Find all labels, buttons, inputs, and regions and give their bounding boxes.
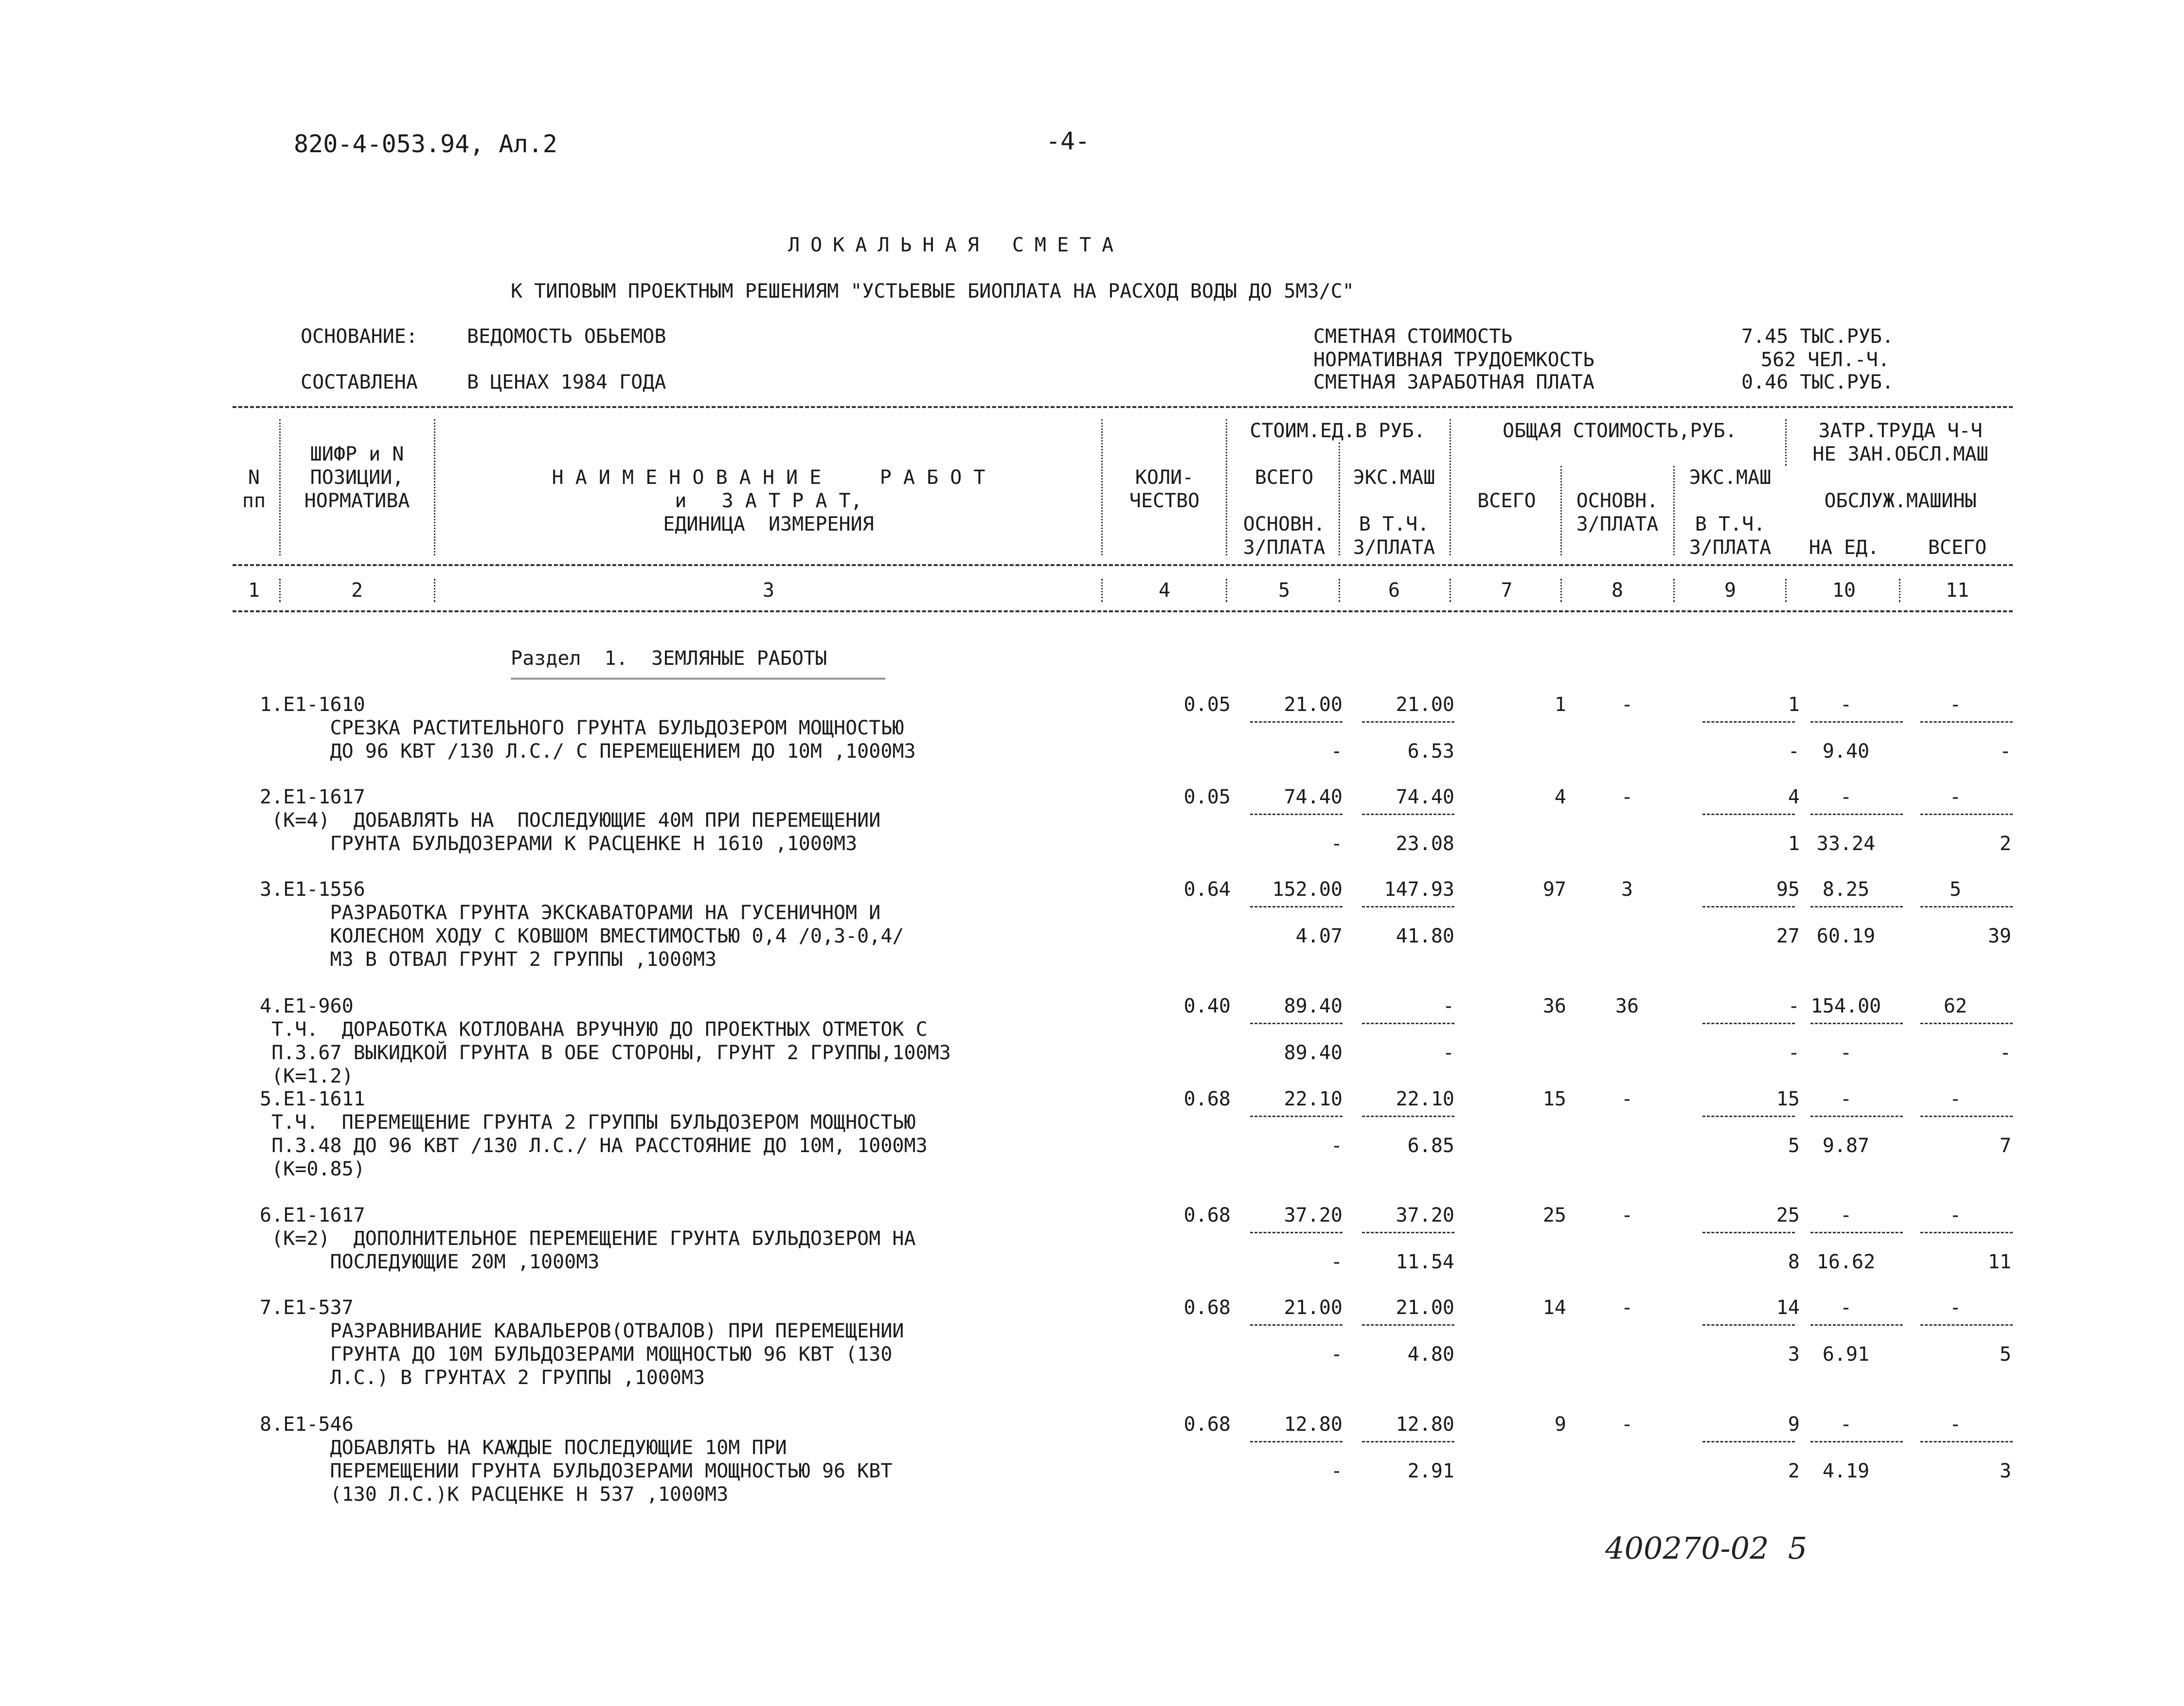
unit-divider xyxy=(1250,814,1343,815)
row-total-base: - xyxy=(1621,786,1633,808)
unit-divider xyxy=(1362,1116,1454,1117)
total-divider xyxy=(1702,1441,1795,1442)
row-total-machine-pay: 1 xyxy=(1788,833,1800,855)
compiled-value: В ЦЕНАХ 1984 ГОДА xyxy=(467,371,666,393)
row-labor-unit: - xyxy=(1840,1413,1852,1436)
row-labor-unit: - xyxy=(1840,693,1852,716)
unit-divider xyxy=(1362,814,1454,815)
header-total-base: ОСНОВН. xyxy=(1576,490,1659,512)
header-col2: ПОЗИЦИИ, xyxy=(310,466,404,489)
row-total: 36 xyxy=(1542,995,1566,1017)
row-labor-total: - xyxy=(1949,1297,1962,1319)
labor-divider xyxy=(1810,1023,1903,1024)
row-description-line: М3 В ОТВАЛ ГРУНТ 2 ГРУППЫ ,1000М3 xyxy=(260,948,717,971)
unit-divider xyxy=(1362,1324,1454,1326)
unit-divider xyxy=(1362,1232,1454,1233)
header-unit-pay: З/ПЛАТА xyxy=(1243,536,1325,559)
row-labor-service-total: - xyxy=(1999,740,2011,763)
header-divider xyxy=(279,419,281,555)
total-divider xyxy=(1702,814,1795,815)
row-quantity: 0.68 xyxy=(1183,1413,1231,1436)
labor-divider xyxy=(1810,1232,1903,1233)
row-labor-unit: 154.00 xyxy=(1810,995,1881,1017)
header-total-mach: ЭКС.МАШ xyxy=(1689,466,1772,489)
labor-divider xyxy=(1920,1324,2013,1326)
row-labor-total: 62 xyxy=(1943,995,1968,1017)
page-number: -4- xyxy=(1046,127,1090,155)
header-divider xyxy=(279,579,281,602)
row-total-machine-pay: 8 xyxy=(1788,1251,1800,1273)
row-labor-total: 5 xyxy=(1949,878,1962,901)
header-unit-cost: СТОИМ.ЕД.В РУБ. xyxy=(1250,420,1426,442)
total-divider xyxy=(1702,1232,1795,1233)
header-divider xyxy=(1673,579,1675,602)
header-divider xyxy=(1226,579,1227,602)
row-quantity: 0.05 xyxy=(1183,786,1231,808)
header-total-pay: З/ПЛАТА xyxy=(1576,513,1659,535)
row-description-line: КОЛЕСНОМ ХОДУ С КОВШОМ ВМЕСТИМОСТЬЮ 0,4 /0,3-0,4/ xyxy=(260,925,904,947)
header-unit-total: ВСЕГО xyxy=(1254,466,1314,489)
row-unit-machine-pay: 4.80 xyxy=(1407,1343,1454,1366)
row-code: 1.Е1-1610 xyxy=(260,693,365,716)
row-description-line: (К=4) ДОБАВЛЯТЬ НА ПОСЛЕДУЮЩИЕ 40М ПРИ ПЕРЕМЕЩЕНИИ xyxy=(260,809,881,832)
header-col1: N xyxy=(248,466,260,489)
header-col3: и З А Т Р А Т, xyxy=(675,490,862,512)
row-labor-unit: - xyxy=(1840,786,1852,808)
header-labor-total: ВСЕГО xyxy=(1928,536,1987,559)
row-quantity: 0.68 xyxy=(1183,1297,1231,1319)
row-total-machine: - xyxy=(1788,995,1800,1017)
row-total-base: - xyxy=(1621,1413,1633,1436)
row-unit-machine-pay: 23.08 xyxy=(1396,833,1454,855)
row-total-machine: 14 xyxy=(1776,1297,1800,1319)
col-number: 2 xyxy=(351,579,363,602)
header-col3: ЕДИНИЦА ИЗМЕРЕНИЯ xyxy=(663,513,874,535)
row-unit-machine-pay: 11.54 xyxy=(1396,1251,1454,1273)
row-labor-service-unit: 60.19 xyxy=(1816,925,1876,947)
row-description-line: РАЗРАБОТКА ГРУНТА ЭКСКАВАТОРАМИ НА ГУСЕНИЧНОМ И xyxy=(260,902,881,924)
row-unit-base-pay: 89.40 xyxy=(1284,1042,1343,1064)
row-total: 97 xyxy=(1542,878,1566,901)
row-description-line: Т.Ч. ПЕРЕМЕЩЕНИЕ ГРУНТА 2 ГРУППЫ БУЛЬДОЗЕРОМ МОЩНОСТЬЮ xyxy=(260,1111,916,1134)
row-quantity: 0.40 xyxy=(1183,995,1231,1017)
header-unit-mach: ЭКС.МАШ xyxy=(1353,466,1435,489)
row-labor-total: - xyxy=(1949,1088,1962,1110)
row-unit-total: 22.10 xyxy=(1284,1088,1343,1110)
row-description-line: Т.Ч. ДОРАБОТКА КОТЛОВАНА ВРУЧНУЮ ДО ПРОЕКТНЫХ ОТМЕТОК С xyxy=(260,1018,928,1041)
row-unit-machine: - xyxy=(1442,995,1454,1017)
header-number-rule xyxy=(233,610,2013,612)
total-divider xyxy=(1702,1116,1795,1117)
total-divider xyxy=(1702,721,1795,723)
row-unit-total: 21.00 xyxy=(1284,693,1343,716)
labor-divider xyxy=(1810,1441,1903,1442)
row-total-base: 36 xyxy=(1615,995,1639,1017)
header-divider xyxy=(1339,579,1340,602)
summary-label-wage: СМЕТНАЯ ЗАРАБОТНАЯ ПЛАТА xyxy=(1313,371,1594,393)
document-code: 820-4-053.94, Ал.2 xyxy=(294,130,557,158)
header-divider xyxy=(434,579,435,602)
row-unit-base-pay: - xyxy=(1330,1135,1343,1157)
labor-divider xyxy=(1920,1441,2013,1442)
row-code: 3.Е1-1556 xyxy=(260,878,365,901)
header-divider xyxy=(1560,466,1562,555)
labor-divider xyxy=(1810,1116,1903,1117)
header-divider xyxy=(1785,579,1787,602)
section-underline xyxy=(511,678,885,682)
col-number: 7 xyxy=(1501,579,1513,602)
row-unit-total: 74.40 xyxy=(1284,786,1343,808)
header-divider xyxy=(1101,419,1103,555)
labor-divider xyxy=(1810,906,1903,907)
row-total-machine-pay: - xyxy=(1788,740,1800,763)
unit-divider xyxy=(1250,721,1343,723)
row-total-machine-pay: 3 xyxy=(1788,1343,1800,1366)
row-code: 5.Е1-1611 xyxy=(260,1088,365,1110)
row-labor-service-unit: 9.40 xyxy=(1822,740,1870,763)
header-divider xyxy=(1560,579,1562,602)
row-unit-machine: 12.80 xyxy=(1396,1413,1454,1436)
row-labor-total: - xyxy=(1949,786,1962,808)
row-labor-service-unit: 6.91 xyxy=(1822,1343,1870,1366)
row-unit-machine-pay: 6.85 xyxy=(1407,1135,1454,1157)
row-description-line: Л.С.) В ГРУНТАХ 2 ГРУППЫ ,1000М3 xyxy=(260,1367,705,1389)
row-description-line: ПЕРЕМЕЩЕНИИ ГРУНТА БУЛЬДОЗЕРАМИ МОЩНОСТЬЮ 96 КВТ xyxy=(260,1460,893,1482)
header-divider xyxy=(1339,443,1340,555)
row-unit-machine: 21.00 xyxy=(1396,1297,1454,1319)
unit-divider xyxy=(1362,721,1454,723)
summary-label-cost: СМЕТНАЯ СТОИМОСТЬ xyxy=(1313,325,1513,348)
row-code: 8.Е1-546 xyxy=(260,1413,354,1436)
row-labor-service-unit: - xyxy=(1840,1042,1852,1064)
row-labor-unit: - xyxy=(1840,1204,1852,1226)
row-total-machine-pay: 27 xyxy=(1776,925,1800,947)
labor-divider xyxy=(1920,1023,2013,1024)
header-labor-service: ОБСЛУЖ.МАШИНЫ xyxy=(1824,490,1977,512)
header-total-all: ВСЕГО xyxy=(1477,490,1536,512)
row-total-machine-pay: - xyxy=(1788,1042,1800,1064)
header-unit-base: ОСНОВН. xyxy=(1243,513,1325,535)
summary-label-labor: НОРМАТИВНАЯ ТРУДОЕМКОСТЬ xyxy=(1313,349,1594,371)
row-total-base: - xyxy=(1621,693,1633,716)
header-divider xyxy=(1450,579,1451,602)
total-divider xyxy=(1702,906,1795,907)
row-code: 7.Е1-537 xyxy=(260,1297,354,1319)
header-divider xyxy=(1101,579,1103,602)
unit-divider xyxy=(1362,1441,1454,1442)
col-number: 9 xyxy=(1724,579,1736,602)
total-divider xyxy=(1702,1324,1795,1326)
row-description-line: РАЗРАВНИВАНИЕ КАВАЛЬЕРОВ(ОТВАЛОВ) ПРИ ПЕРЕМЕЩЕНИИ xyxy=(260,1320,904,1342)
header-labor-sub: НЕ ЗАН.ОБСЛ.МАШ xyxy=(1812,443,1988,465)
header-col4: ЧЕСТВО xyxy=(1129,490,1200,512)
row-total-base: - xyxy=(1621,1297,1633,1319)
header-total-cost: ОБЩАЯ СТОИМОСТЬ,РУБ. xyxy=(1503,420,1737,442)
row-total-machine: 25 xyxy=(1776,1204,1800,1226)
row-quantity: 0.68 xyxy=(1183,1088,1231,1110)
row-labor-service-total: 3 xyxy=(1999,1460,2011,1482)
header-col3: Н А И М Е Н О В А Н И Е Р А Б О Т xyxy=(552,466,985,489)
row-unit-base-pay: 4.07 xyxy=(1295,925,1343,947)
row-total-machine: 15 xyxy=(1776,1088,1800,1110)
row-quantity: 0.68 xyxy=(1183,1204,1231,1226)
row-unit-machine: 22.10 xyxy=(1396,1088,1454,1110)
document-title: ЛОКАЛЬНАЯ СМЕТА xyxy=(788,234,1125,256)
row-labor-service-total: 5 xyxy=(1999,1343,2011,1366)
row-labor-service-total: 7 xyxy=(1999,1135,2011,1157)
labor-divider xyxy=(1920,1116,2013,1117)
row-labor-unit: - xyxy=(1840,1297,1852,1319)
row-description-line: П.3.67 ВЫКИДКОЙ ГРУНТА В ОБЕ СТОРОНЫ, ГРУНТ 2 ГРУППЫ,100М3 xyxy=(260,1042,951,1064)
row-description-line: ДО 96 КВТ /130 Л.С./ С ПЕРЕМЕЩЕНИЕМ ДО 10М ,1000М3 xyxy=(260,740,916,763)
row-unit-total: 37.20 xyxy=(1284,1204,1343,1226)
row-labor-service-unit: 16.62 xyxy=(1816,1251,1876,1273)
labor-divider xyxy=(1920,906,2013,907)
row-unit-machine: 21.00 xyxy=(1396,693,1454,716)
unit-divider xyxy=(1250,1441,1343,1442)
compiled-label: СОСТАВЛЕНА xyxy=(301,371,418,393)
row-labor-unit: - xyxy=(1840,1088,1852,1110)
header-top-rule xyxy=(233,406,2013,408)
row-description-line: ГРУНТА ДО 10М БУЛЬДОЗЕРАМИ МОЩНОСТЬЮ 96 КВТ (130 xyxy=(260,1343,893,1366)
row-unit-machine-pay: 41.80 xyxy=(1396,925,1454,947)
labor-divider xyxy=(1920,721,2013,723)
row-description-line: (К=0.85) xyxy=(260,1158,365,1180)
handwritten-stamp: 400270-02 5 xyxy=(1605,1530,1808,1566)
basis-label: ОСНОВАНИЕ: xyxy=(301,325,418,348)
header-unit-pay2: З/ПЛАТА xyxy=(1353,536,1435,559)
row-code: 6.Е1-1617 xyxy=(260,1204,365,1226)
row-description-line: ГРУНТА БУЛЬДОЗЕРАМИ К РАСЦЕНКЕ Н 1610 ,1000М3 xyxy=(260,833,858,855)
header-col2: ШИФР и N xyxy=(310,443,404,465)
col-number: 4 xyxy=(1158,579,1171,602)
row-labor-service-unit: 33.24 xyxy=(1816,833,1876,855)
row-code: 2.Е1-1617 xyxy=(260,786,365,808)
header-col1: пп xyxy=(242,490,266,512)
unit-divider xyxy=(1250,906,1343,907)
row-description-line: ПОСЛЕДУЮЩИЕ 20М ,1000М3 xyxy=(260,1251,600,1273)
row-description-line: ДОБАВЛЯТЬ НА КАЖДЫЕ ПОСЛЕДУЮЩИЕ 10М ПРИ xyxy=(260,1437,787,1459)
row-total-machine-pay: 2 xyxy=(1788,1460,1800,1482)
row-description-line: (К=2) ДОПОЛНИТЕЛЬНОЕ ПЕРЕМЕЩЕНИЕ ГРУНТА БУЛЬДОЗЕРОМ НА xyxy=(260,1227,916,1250)
col-number: 8 xyxy=(1611,579,1624,602)
summary-value-labor: 562 ЧЕЛ.-Ч. xyxy=(1761,349,1890,371)
header-bottom-rule xyxy=(233,564,2013,566)
row-total: 25 xyxy=(1542,1204,1566,1226)
unit-divider xyxy=(1362,906,1454,907)
header-total-pay2: З/ПЛАТА xyxy=(1689,536,1772,559)
header-col4: КОЛИ- xyxy=(1135,466,1194,489)
header-col2: НОРМАТИВА xyxy=(304,490,410,512)
row-total: 4 xyxy=(1554,786,1566,808)
row-total-machine: 4 xyxy=(1788,786,1800,808)
row-labor-service-total: 2 xyxy=(1999,833,2011,855)
header-divider xyxy=(1899,579,1900,602)
row-unit-total: 21.00 xyxy=(1284,1297,1343,1319)
col-number: 11 xyxy=(1945,579,1969,602)
row-unit-base-pay: - xyxy=(1330,740,1343,763)
col-number: 10 xyxy=(1832,579,1856,602)
row-unit-machine: 74.40 xyxy=(1396,786,1454,808)
labor-divider xyxy=(1920,1232,2013,1233)
row-unit-total: 152.00 xyxy=(1272,878,1343,901)
row-unit-machine-pay: - xyxy=(1442,1042,1454,1064)
header-divider xyxy=(1450,419,1451,555)
header-divider xyxy=(1673,466,1675,555)
row-labor-service-total: 11 xyxy=(1987,1251,2011,1273)
row-labor-service-total: 39 xyxy=(1987,925,2011,947)
row-unit-machine: 37.20 xyxy=(1396,1204,1454,1226)
total-divider xyxy=(1702,1023,1795,1024)
header-labor: ЗАТР.ТРУДА Ч-Ч xyxy=(1818,420,1983,442)
row-code: 4.Е1-960 xyxy=(260,995,354,1017)
row-total-machine: 1 xyxy=(1788,693,1800,716)
header-divider xyxy=(1226,419,1227,555)
row-unit-base-pay: - xyxy=(1330,1460,1343,1482)
labor-divider xyxy=(1810,1324,1903,1326)
row-unit-total: 89.40 xyxy=(1284,995,1343,1017)
row-description-line: СРЕЗКА РАСТИТЕЛЬНОГО ГРУНТА БУЛЬДОЗЕРОМ МОЩНОСТЬЮ xyxy=(260,717,904,739)
row-unit-machine: 147.93 xyxy=(1384,878,1454,901)
col-number: 6 xyxy=(1388,579,1400,602)
unit-divider xyxy=(1250,1116,1343,1117)
row-labor-total: - xyxy=(1949,693,1962,716)
summary-value-wage: 0.46 ТЫС.РУБ. xyxy=(1741,371,1894,393)
row-unit-total: 12.80 xyxy=(1284,1413,1343,1436)
row-total: 14 xyxy=(1542,1297,1566,1319)
row-quantity: 0.64 xyxy=(1183,878,1231,901)
summary-value-cost: 7.45 ТЫС.РУБ. xyxy=(1741,325,1894,348)
labor-divider xyxy=(1920,814,2013,815)
row-description-line: П.3.48 ДО 96 КВТ /130 Л.С./ НА РАССТОЯНИЕ ДО 10М, 1000М3 xyxy=(260,1135,928,1157)
row-unit-machine-pay: 2.91 xyxy=(1407,1460,1454,1482)
header-divider xyxy=(434,419,435,555)
row-total-base: 3 xyxy=(1621,878,1633,901)
labor-divider xyxy=(1810,721,1903,723)
row-total-machine-pay: 5 xyxy=(1788,1135,1800,1157)
row-total: 9 xyxy=(1554,1413,1566,1436)
row-labor-service-total: - xyxy=(1999,1042,2011,1064)
basis-value: ВЕДОМОСТЬ ОБЬЕМОВ xyxy=(467,325,666,348)
row-total-base: - xyxy=(1621,1204,1633,1226)
row-total: 1 xyxy=(1554,693,1566,716)
row-total: 15 xyxy=(1542,1088,1566,1110)
row-unit-machine-pay: 6.53 xyxy=(1407,740,1454,763)
row-total-machine: 9 xyxy=(1788,1413,1800,1436)
row-labor-total: - xyxy=(1949,1413,1962,1436)
header-total-incl: В Т.Ч. xyxy=(1695,513,1766,535)
header-unit-incl: В Т.Ч. xyxy=(1359,513,1430,535)
row-labor-service-unit: 4.19 xyxy=(1822,1460,1870,1482)
row-unit-base-pay: - xyxy=(1330,1251,1343,1273)
section-title: Раздел 1. ЗЕМЛЯНЫЕ РАБОТЫ xyxy=(511,647,827,670)
row-labor-service-unit: 9.87 xyxy=(1822,1135,1870,1157)
header-divider xyxy=(1785,419,1787,466)
document-subtitle: К ТИПОВЫМ ПРОЕКТНЫМ РЕШЕНИЯМ "УСТЬЕВЫЕ БИОПЛАТА НА РАСХОД ВОДЫ ДО 5М3/С" xyxy=(511,280,1354,302)
unit-divider xyxy=(1250,1023,1343,1024)
row-quantity: 0.05 xyxy=(1183,693,1231,716)
row-description-line: (К=1.2) xyxy=(260,1065,354,1087)
labor-divider xyxy=(1810,814,1903,815)
row-labor-unit: 8.25 xyxy=(1822,878,1870,901)
col-number: 3 xyxy=(762,579,775,602)
col-number: 5 xyxy=(1278,579,1290,602)
unit-divider xyxy=(1362,1023,1454,1024)
header-labor-unit: НА ЕД. xyxy=(1808,536,1880,559)
unit-divider xyxy=(1250,1324,1343,1326)
row-unit-base-pay: - xyxy=(1330,1343,1343,1366)
row-description-line: (130 Л.С.)К РАСЦЕНКЕ Н 537 ,1000М3 xyxy=(260,1483,729,1506)
col-number: 1 xyxy=(248,579,260,602)
unit-divider xyxy=(1250,1232,1343,1233)
row-unit-base-pay: - xyxy=(1330,833,1343,855)
row-total-base: - xyxy=(1621,1088,1633,1110)
row-labor-total: - xyxy=(1949,1204,1962,1226)
row-total-machine: 95 xyxy=(1776,878,1800,901)
